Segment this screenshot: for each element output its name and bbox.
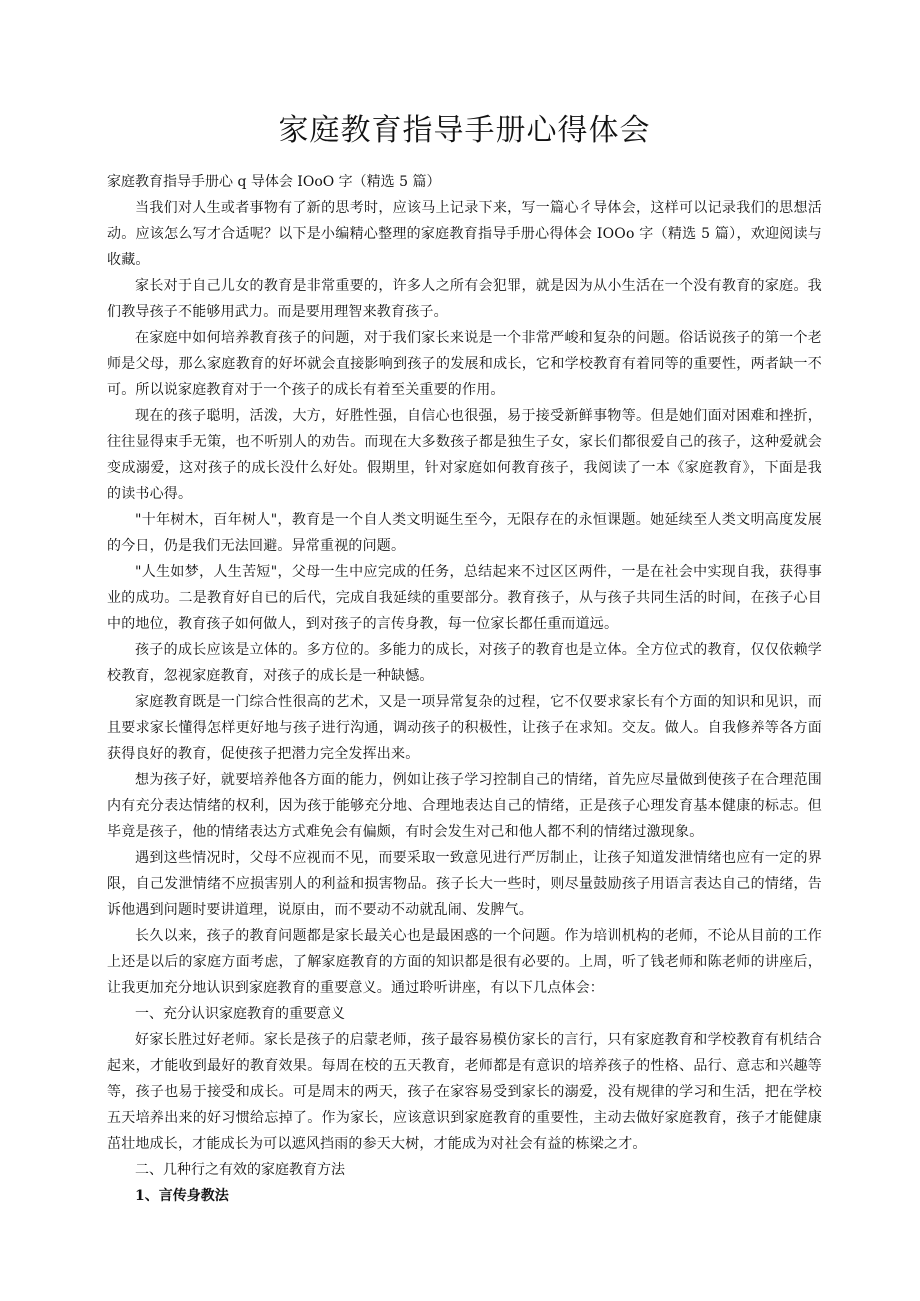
paragraph: 长久以来，孩子的教育问题都是家长最关心也是最困惑的一个问题。作为培训机构的老师，不论从目前的工作上还是以后的家庭方面考虑，了解家庭教育的方面的知识都是很有必要的。上周，听了钱老师和陈老师的讲座后，让我更加充分地认识到家庭教育的重要意义。通过聆听讲座，有以下几点体会： [107,928,822,996]
paragraph: 想为孩子好，就要培养他各方面的能力，例如让孩子学习控制自己的情绪，首先应尽量做到使孩子在合理范围内有充分表达情绪的权利，因为孩于能够充分地、合理地表达自己的情绪，正是孩子心理发育基本健康的标志。但毕竟是孩子，他的情绪表达方式难免会有偏颇，有时会发生对己和他人都不利的情绪过激现象。 [107,772,822,840]
paragraph: "人生如梦，人生苦短"，父母一生中应完成的任务，总结起来不过区区两件，一是在社会中实现自我，获得事业的成功。二是教育好自已的后代，完成自我延续的重要部分。教育孩子，从与孩子共同生活的时间，在孩子心目中的地位，教育孩子如何做人，到对孩子的言传身教，每一位家长都任重而道远。 [107,564,822,632]
paragraph: 遇到这些情况时，父母不应视而不见，而要采取一致意见进行严厉制止，让孩子知道发泄情绪也应有一定的界限，自己发泄情绪不应损害别人的利益和损害物品。孩子长大一些时，则尽量鼓励孩子用语言表达自己的情绪，告诉他遇到问题时要讲道理，说原由，而不要动不动就乱闹、发脾气。 [107,850,822,918]
paragraph-intro: 当我们对人生或者事物有了新的思考时，应该马上记录下来，写一篇心彳导体会，这样可以记录我们的思想活动。应该怎么写才合适呢？以下是小编精心整理的家庭教育指导手册心得体会 IOOo 字（精选 5 篇），欢迎阅读与收藏。 [107,200,822,268]
paragraph: 家庭教育既是一门综合性很高的艺术，又是一项异常复杂的过程，它不仅要求家长有个方面的知识和见识，而且要求家长懂得怎样更好地与孩子进行沟通，调动孩子的积极性，让孩子在求知。交友。做人。自我修养等各方面获得良好的教育，促使孩子把潜力完全发挥出来。 [107,694,822,762]
paragraph: 在家庭中如何培养教育孩子的问题，对于我们家长来说是一个非常严峻和复杂的问题。俗话说孩子的第一个老师是父母，那么家庭教育的好坏就会直接影响到孩子的发展和成长，它和学校教育有着同等的重要性，两者缺一不可。所以说家庭教育对于一个孩子的成长有着至关重要的作用。 [107,330,822,398]
document-title: 家庭教育指导手册心得体会 [278,113,651,148]
paragraph: 好家长胜过好老师。家长是孩子的启蒙老师，孩子最容易模仿家长的言行，只有家庭教育和学校教育有机结合起来，才能收到最好的教育效果。每周在校的五天教育，老师都是有意识的培养孩子的性格、品行、意志和兴趣等等，孩子也易于接受和成长。可是周末的两天，孩子在家容易受到家长的溺爱，没有规律的学习和生活，把在学校五天培养出来的好习惯给忘掉了。作为家长，应该意识到家庭教育的重要性，主动去做好家庭教育，孩子才能健康茁壮地成长，才能成长为可以遮风挡雨的参天大树，才能成为对社会有益的栋梁之才。 [107,1032,822,1152]
subsection-heading-1: 1、言传身教法 [135,1188,229,1204]
section-heading-1: 一、充分认识家庭教育的重要意义 [135,1006,345,1022]
paragraph: 孩子的成长应该是立体的。多方位的。多能力的成长，对孩子的教育也是立体。全方位式的教育，仅仅依赖学校教育，忽视家庭教育，对孩子的成长是一种缺憾。 [107,642,822,684]
paragraph: "十年树木，百年树人"，教育是一个自人类文明诞生至今，无限存在的永恒课题。她延续至人类文明高度发展的今日，仍是我们无法回避。异常重视的问题。 [107,512,822,554]
document-subtitle: 家庭教育指导手册心 q 导体会 IOoO 字（精选 5 篇） [107,174,441,190]
section-heading-2: 二、几种行之有效的家庭教育方法 [135,1162,345,1178]
paragraph: 现在的孩子聪明，活泼，大方，好胜性强，自信心也很强，易于接受新鲜事物等。但是她们面对困难和挫折，往往显得束手无策，也不听别人的劝告。而现在大多数孩子都是独生子女，家长们都很爱自己的孩子，这种爱就会变成溺爱，这对孩子的成长没什么好处。假期里，针对家庭如何教育孩子，我阅读了一本《家庭教育》，下面是我的读书心得。 [107,408,822,502]
paragraph: 家长对于自己儿女的教育是非常重要的，许多人之所有会犯罪，就是因为从小生活在一个没有教育的家庭。我们教导孩子不能够用武力。而是要用理智来教育孩子。 [107,278,822,320]
document-page [107,0,822,1209]
